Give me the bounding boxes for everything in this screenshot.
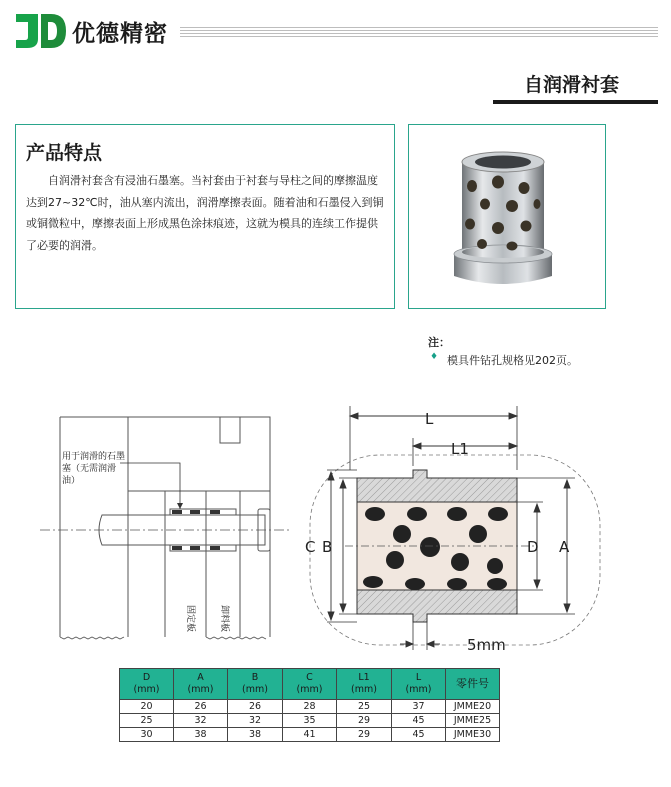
col-header-b: B (mm) <box>228 669 283 700</box>
table-cell: 26 <box>228 700 283 714</box>
table-cell: 45 <box>392 728 446 742</box>
bushing-photo <box>452 148 562 298</box>
assembly-diagram <box>40 405 292 645</box>
table-cell: 32 <box>174 714 228 728</box>
table-cell: JMME25 <box>446 714 500 728</box>
table-row <box>120 728 500 742</box>
table-cell: JMME20 <box>446 700 500 714</box>
dim-L1: L1 <box>451 440 469 458</box>
graphite-callout: 用于润滑的石墨塞（无需润滑油） <box>62 452 126 486</box>
col-header-a: A (mm) <box>174 669 228 700</box>
spec-table <box>119 668 500 742</box>
table-cell: JMME30 <box>446 728 500 742</box>
table-row <box>120 700 500 714</box>
table-cell: 29 <box>337 728 392 742</box>
note-text: 模具件钻孔规格见202页。 <box>447 354 578 367</box>
diamond-bullet-icon: ♦ <box>430 352 439 362</box>
dim-offset: 5mm <box>467 636 506 654</box>
dim-B: B <box>322 538 333 556</box>
table-cell: 41 <box>283 728 337 742</box>
table-cell: 38 <box>174 728 228 742</box>
table-cell: 28 <box>283 700 337 714</box>
dim-A: A <box>559 538 570 556</box>
col-header-d: D (mm) <box>120 669 174 700</box>
table-cell: 25 <box>120 714 174 728</box>
col-header-l1: L1 (mm) <box>337 669 392 700</box>
dim-D: D <box>527 538 539 556</box>
page-title: 自润滑衬套 <box>523 74 619 96</box>
dimension-drawing <box>305 400 605 660</box>
table-cell: 26 <box>174 700 228 714</box>
stripper-plate-label: 卸料板 <box>219 605 229 633</box>
dim-L: L <box>425 410 434 428</box>
brand-name: 优德精密 <box>72 21 168 47</box>
table-cell: 38 <box>228 728 283 742</box>
dim-C: C <box>305 538 316 556</box>
table-cell: 30 <box>120 728 174 742</box>
table-header-row <box>120 669 500 700</box>
feature-description: 自润滑衬套含有浸油石墨塞。当衬套由于衬套与导柱之间的摩擦温度达到27~32℃时，油从塞内流出，润滑摩擦表面。随着油和石墨侵入到铜或铜微粒中，摩擦表面上形成黑色涂抹痕迹，这就为模具的连续工作提供了必要的润滑。 <box>26 174 384 252</box>
table-row <box>120 714 500 728</box>
feature-heading: 产品特点 <box>26 142 103 164</box>
table-cell: 29 <box>337 714 392 728</box>
fixed-plate-label: 固定板 <box>185 605 195 633</box>
col-header-c: C (mm) <box>283 669 337 700</box>
table-cell: 32 <box>228 714 283 728</box>
table-cell: 37 <box>392 700 446 714</box>
table-cell: 25 <box>337 700 392 714</box>
note-label: 注： <box>428 336 450 349</box>
logo <box>14 14 66 48</box>
table-cell: 45 <box>392 714 446 728</box>
table-cell: 20 <box>120 700 174 714</box>
col-header-l: L (mm) <box>392 669 446 700</box>
header-rule <box>180 27 658 37</box>
table-cell: 35 <box>283 714 337 728</box>
col-header-part-number: 零件号 <box>446 669 500 700</box>
